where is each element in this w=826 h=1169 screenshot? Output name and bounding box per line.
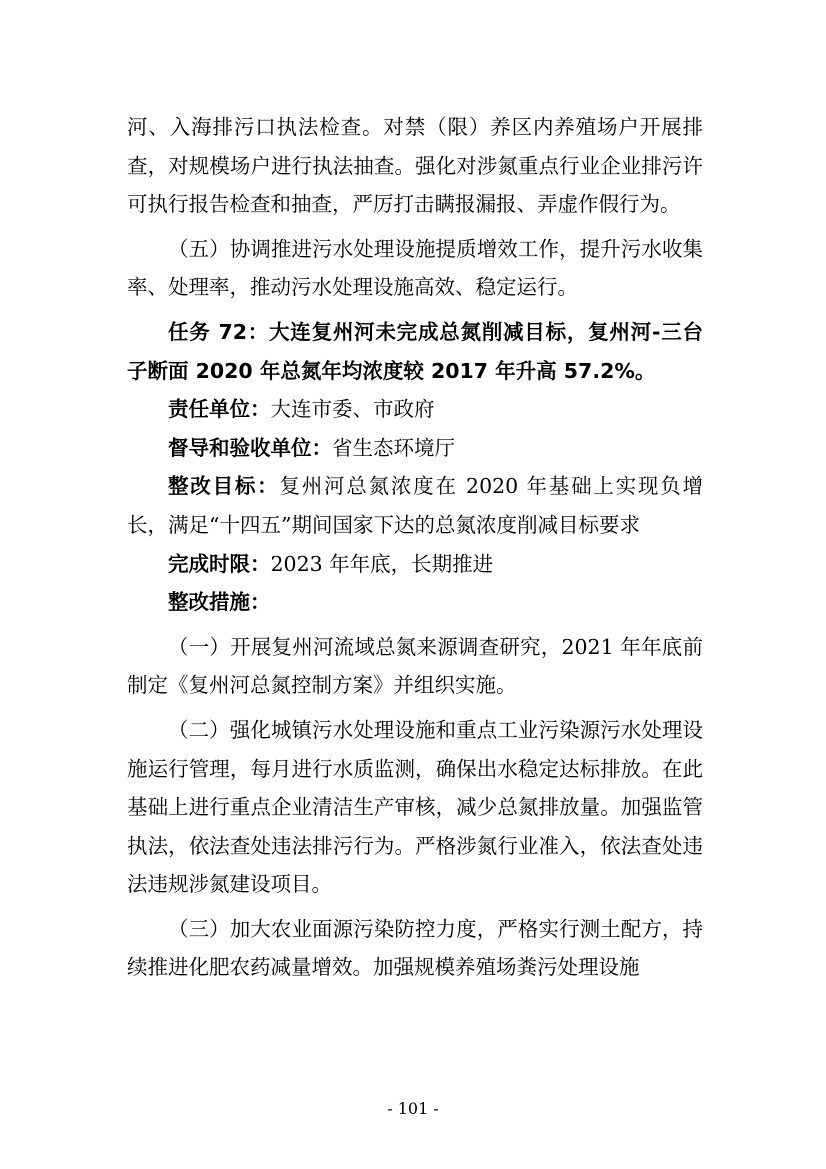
supervision-unit [127,429,703,468]
task-72-heading: 任务 72：大连复州河未完成总氮削减目标，复州河-三台子断面 2020 年总氮年均浓度较 2017 年升高 57.2%。 [127,319,703,383]
rectification-goal [127,467,703,544]
measure-1: （一）开展复州河流域总氮来源调查研究，2021 年年底前制定《复州河总氮控制方案》并组织实施。 [127,634,703,698]
measure-2: （二）强化城镇污水处理设施和重点工业污染源污水处理设施运行管理，每月进行水质监测，确保出水稳定达标排放。在此基础上进行重点企业清洁生产审核，减少总氮排放量。加强监管执法，依法查处违法排污行为。严格涉氮行业准入，依法查处违法违规涉氮建设项目。 [127,717,703,897]
page-number: - 101 - [387,1099,439,1118]
deadline [127,545,703,584]
measures-heading [127,583,703,622]
rectification-goal-value: 复州河总氮浓度在 2020 年基础上实现负增长，满足“十四五”期间国家下达的总氮浓度削减目标要求 [127,474,704,537]
deadline-label: 完成时限： [168,551,271,576]
deadline-value: 2023 年年底，长期推进 [270,551,494,576]
responsible-unit-label: 责任单位： [168,397,271,422]
paragraph-item-5: （五）协调推进污水处理设施提质增效工作，提升污水收集率、处理率，推动污水处理设施高效、稳定运行。 [127,236,703,300]
paragraph-enforcement: 河、入海排污口执法检查。对禁（限）养区内养殖场户开展排查，对规模场户进行执法抽查。强化对涉氮重点行业企业排污许可执行报告检查和抽查，严厉打击瞒报漏报、弄虚作假行为。 [127,115,703,217]
responsible-unit [127,390,703,429]
document-body [127,108,703,987]
responsible-unit-value: 大连市委、市政府 [270,397,435,422]
rectification-goal-label: 整改目标： [168,474,280,499]
measure-3: （三）加大农业面源污染防控力度，严格实行测土配方，持续推进化肥农药减量增效。加强规模养殖场粪污处理设施 [127,916,703,980]
supervision-unit-label: 督导和验收单位： [168,435,332,460]
measures-label: 整改措施： [168,590,271,615]
supervision-unit-value: 省生态环境厅 [332,435,455,460]
